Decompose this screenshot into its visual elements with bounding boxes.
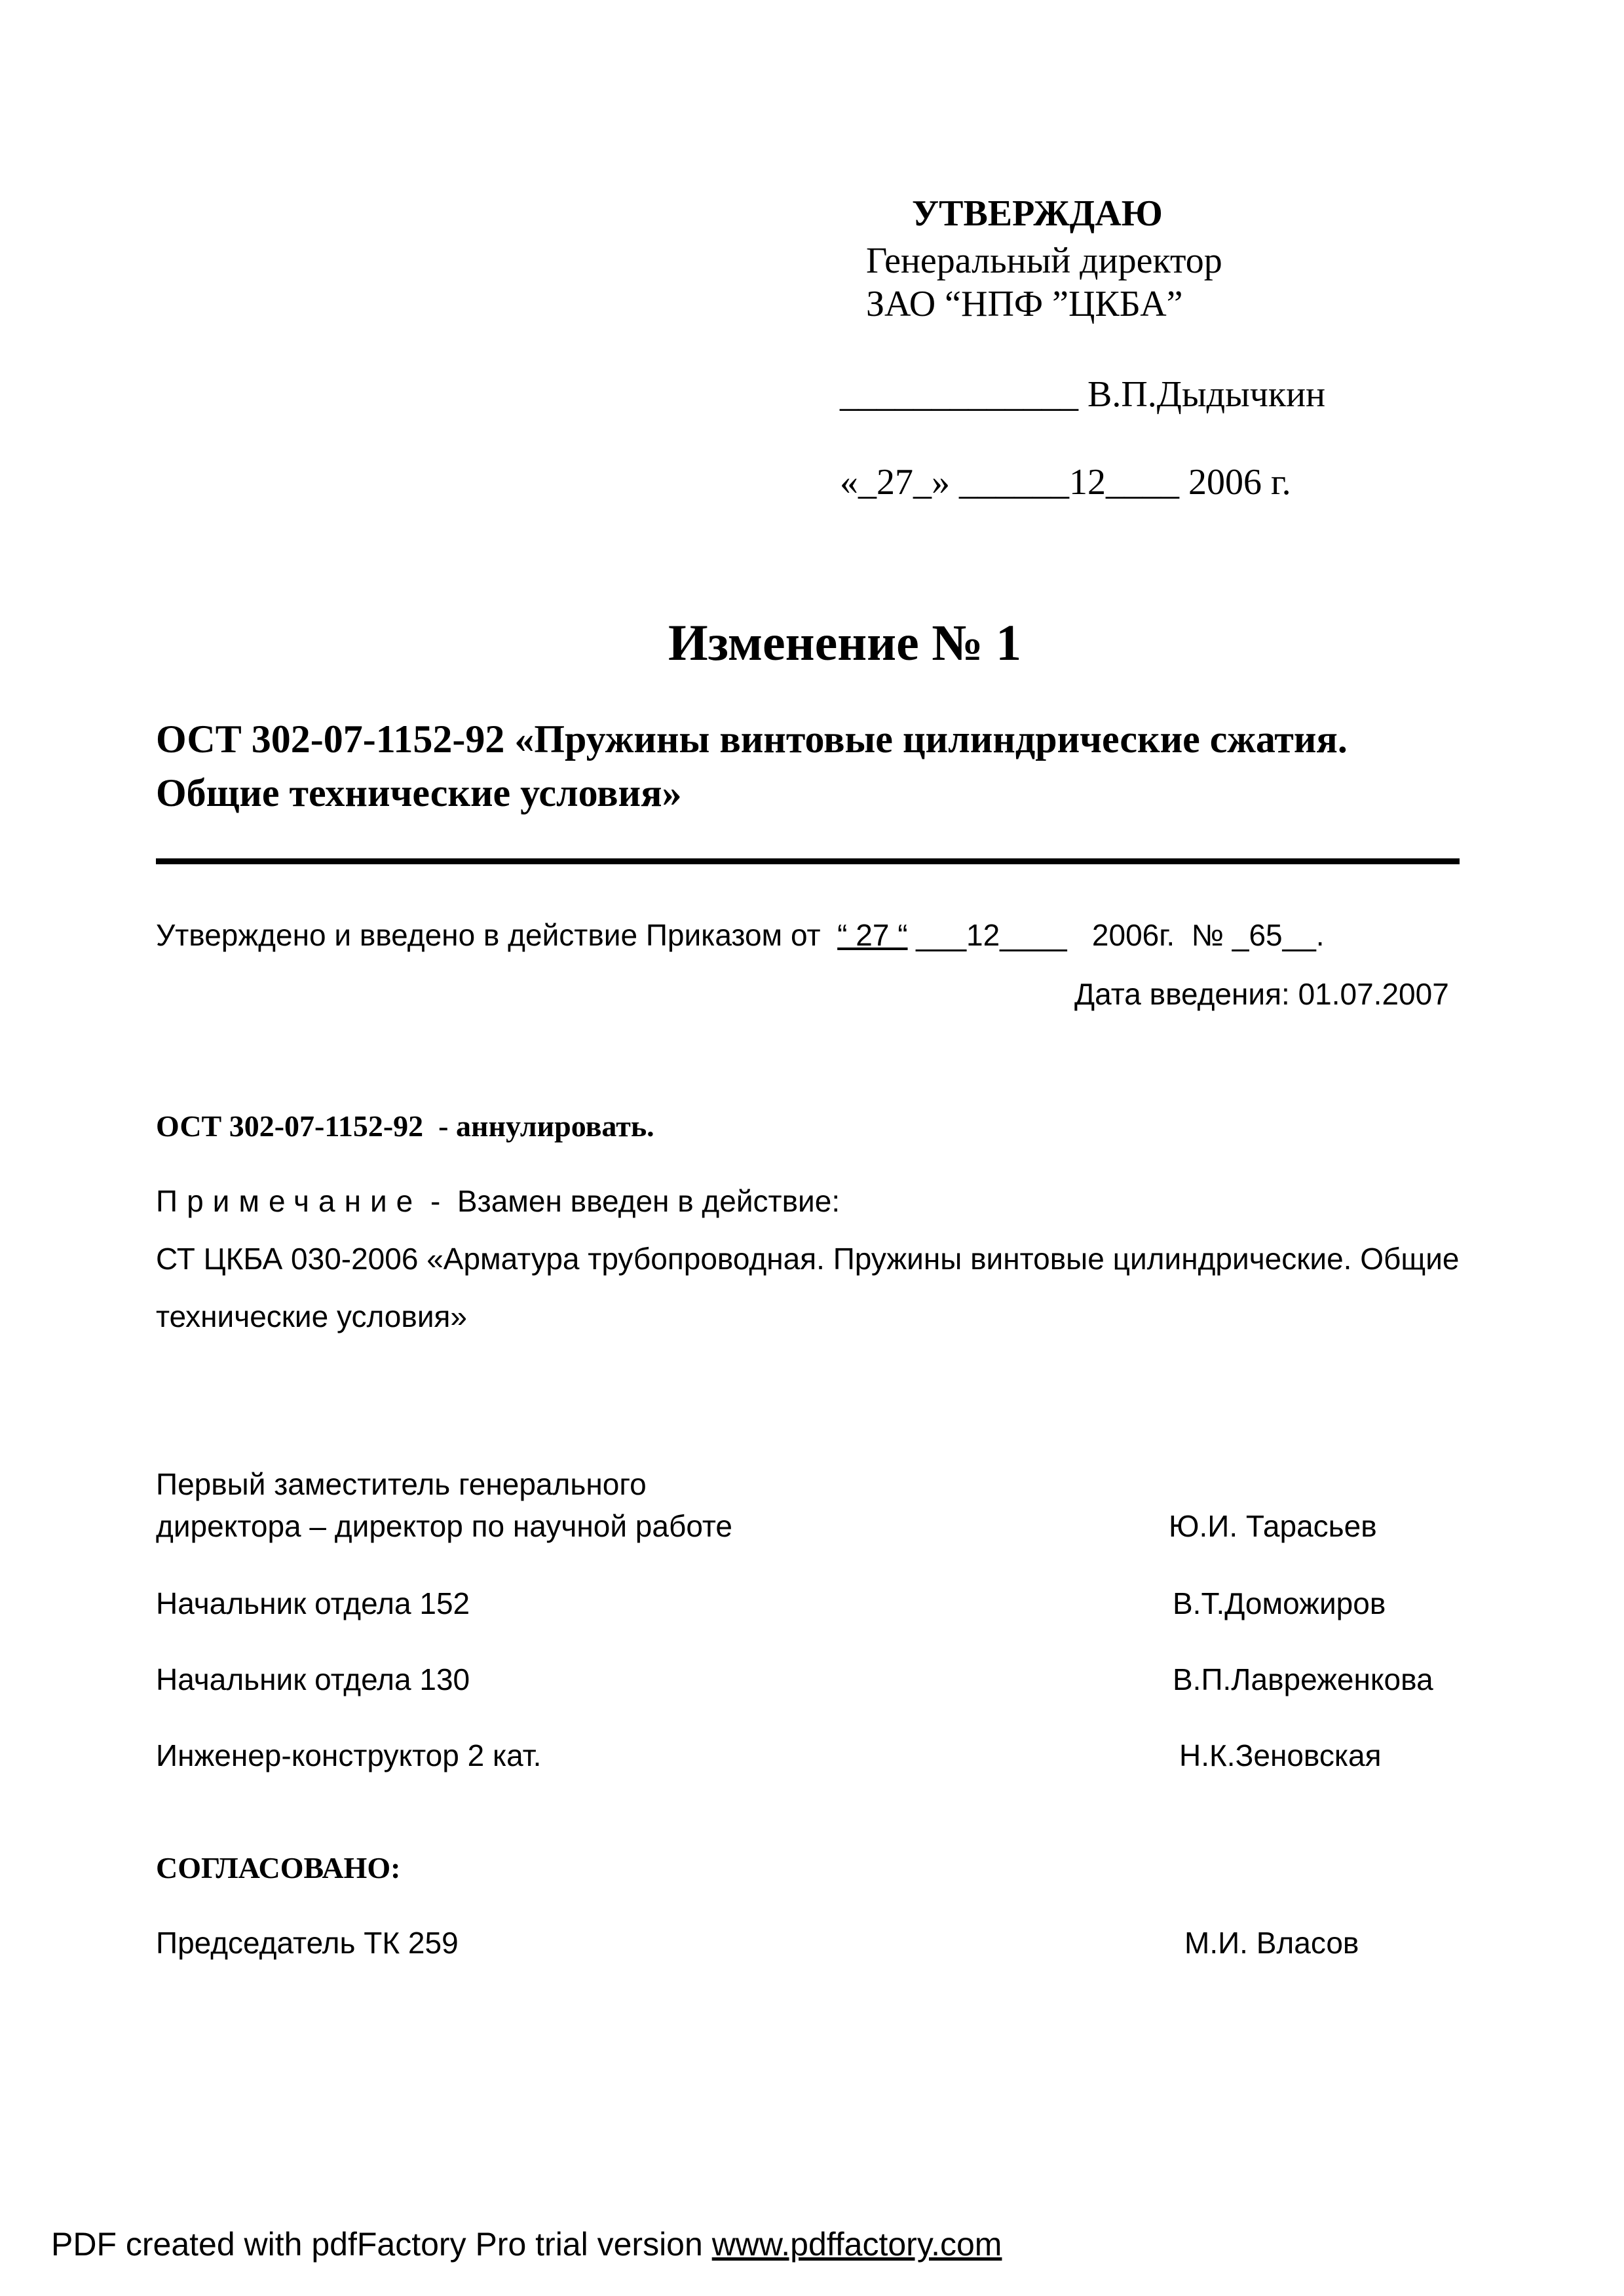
title-divider (156, 858, 1460, 864)
order-day: “ 27 “ (837, 918, 908, 952)
approval-heading: УТВЕРЖДАЮ (912, 193, 1163, 234)
annulment-statement: ОСТ 302-07-1152-92 - аннулировать. (156, 1109, 654, 1143)
signatory-2-role: Начальник отдела 152 (156, 1586, 470, 1620)
signatory-1-name: Ю.И. Тарасьев (1169, 1509, 1377, 1543)
standard-title-line-1: ОСТ 302-07-1152-92 «Пружины винтовые цилиндрические сжатия. (156, 718, 1348, 761)
approver-organization: ЗАО “НПФ ”ЦКБА” (866, 284, 1183, 324)
pdf-footer (51, 2228, 1002, 2261)
agreed-heading: СОГЛАСОВАНО: (156, 1851, 401, 1885)
order-rest: ___12____ 2006г. № _65__. (907, 918, 1325, 952)
signatory-2-name: В.Т.Доможиров (1173, 1586, 1386, 1620)
document-title: Изменение № 1 (668, 614, 1022, 671)
approver-position: Генеральный директор (866, 240, 1222, 281)
standard-title-line-2: Общие технические условия» (156, 771, 682, 814)
order-prefix: Утверждено и введено в действие Приказом от (156, 918, 838, 952)
note-line-2: СТ ЦКБА 030-2006 «Арматура трубопроводная. Пружины винтовые цилиндрические. Общие (156, 1242, 1460, 1276)
signatory-4-role: Инженер-конструктор 2 кат. (156, 1738, 542, 1772)
footer-link[interactable]: www.pdffactory.com (711, 2226, 1002, 2263)
agreed-name: М.И. Власов (1184, 1926, 1359, 1960)
footer-text: PDF created with pdfFactory Pro trial version (51, 2226, 712, 2263)
agreed-role: Председатель ТК 259 (156, 1926, 459, 1960)
order-line (156, 920, 1325, 950)
note-label: Примечание (156, 1184, 423, 1218)
signatory-3-name: В.П.Лавреженкова (1173, 1662, 1433, 1696)
approval-date-line: «_27_» ______12____ 2006 г. (840, 462, 1291, 503)
effective-date: Дата введения: 01.07.2007 (1074, 977, 1449, 1011)
signatory-4-name: Н.К.Зеновская (1179, 1738, 1382, 1772)
signatory-1-role-line-2: директора – директор по научной работе (156, 1509, 733, 1543)
note-text: - Взамен введен в действие: (422, 1184, 840, 1218)
note-line-3: технические условия» (156, 1299, 468, 1333)
signatory-3-role: Начальник отдела 130 (156, 1662, 470, 1696)
signatory-1-role-line-1: Первый заместитель генерального (156, 1467, 647, 1501)
approver-signature-line: _____________ В.П.Дыдычкин (840, 374, 1326, 415)
note-line-1 (156, 1186, 840, 1216)
